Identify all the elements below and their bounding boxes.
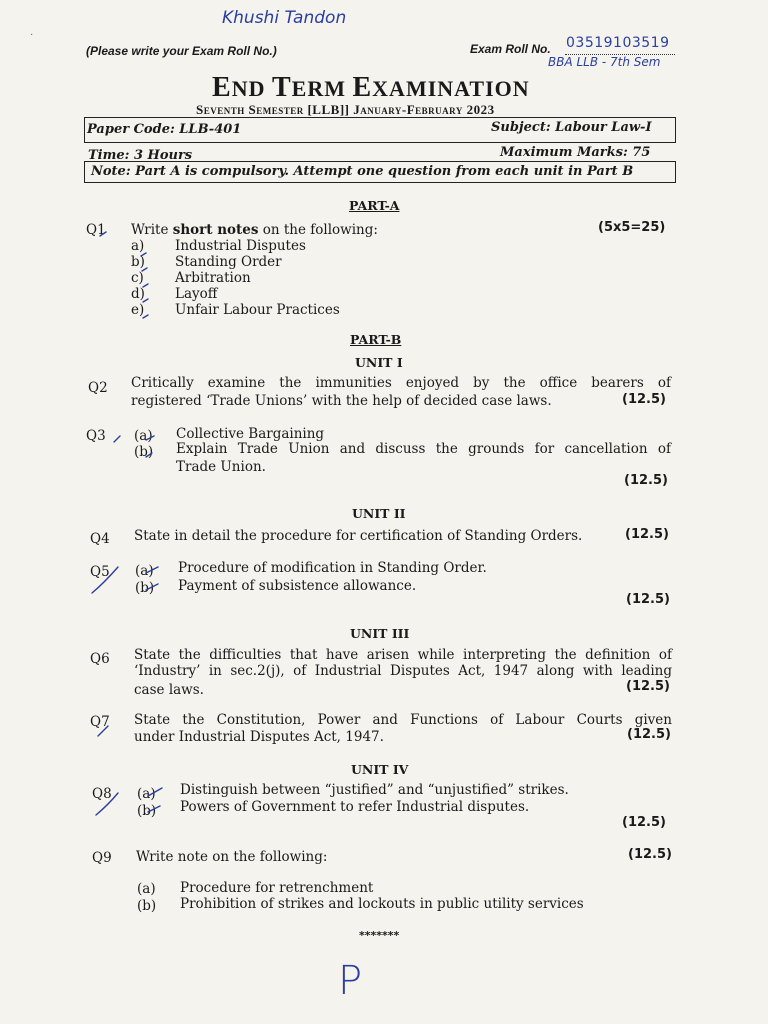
q1-text-pre: Write bbox=[131, 222, 173, 238]
q6-marks: (12.5) bbox=[626, 679, 670, 694]
part-b-heading: PART-B bbox=[350, 332, 402, 347]
q4-marks: (12.5) bbox=[625, 527, 669, 542]
q9-text: Write note on the following: bbox=[136, 849, 328, 865]
title-part: ERM bbox=[291, 76, 353, 101]
tick-mark bbox=[114, 436, 120, 442]
q1-number: Q1 bbox=[86, 222, 106, 238]
q8-a-text: Distinguish between “justified” and “unjustified” strikes. bbox=[180, 782, 569, 798]
roll-prompt: (Please write your Exam Roll No.) bbox=[86, 44, 277, 58]
paper-code: Paper Code: LLB-401 bbox=[87, 122, 242, 137]
item-label: d) bbox=[131, 286, 145, 302]
item-text: Unfair Labour Practices bbox=[175, 302, 340, 318]
semester-line: Seventh Semester [LLB]] January-February 2023 bbox=[196, 102, 495, 117]
q8-marks: (12.5) bbox=[622, 815, 666, 830]
q6-number: Q6 bbox=[90, 651, 110, 667]
part-a-heading: PART-A bbox=[349, 198, 400, 213]
exam-title bbox=[212, 72, 530, 104]
unit-3-heading: UNIT III bbox=[350, 626, 410, 641]
title-part: E bbox=[352, 72, 373, 103]
item-text: Standing Order bbox=[175, 254, 282, 270]
q7-line1: State the Constitution, Power and Functions of Labour Courts given bbox=[134, 712, 672, 728]
handwritten-program: BBA LLB - 7th Sem bbox=[548, 55, 661, 69]
q1-text-bold: short notes bbox=[172, 222, 259, 238]
q1-marks: (5x5=25) bbox=[598, 220, 666, 235]
q5-a-label: (a) bbox=[135, 563, 154, 579]
roll-label: Exam Roll No. bbox=[470, 42, 551, 56]
q3-b-line1: Explain Trade Union and discuss the grounds for cancellation of bbox=[176, 441, 671, 457]
subject: Subject: Labour Law-I bbox=[491, 120, 652, 135]
q9-a-text: Procedure for retrenchment bbox=[180, 880, 374, 896]
q1-text bbox=[131, 222, 378, 238]
item-text: Layoff bbox=[175, 286, 218, 302]
q5-b-text: Payment of subsistence allowance. bbox=[178, 578, 417, 594]
q3-a-label: (a) bbox=[134, 428, 153, 444]
q9-number: Q9 bbox=[92, 850, 112, 866]
q9-a-label: (a) bbox=[137, 881, 156, 897]
q1-text-post: on the following: bbox=[258, 222, 378, 238]
title-part: ND bbox=[231, 76, 272, 101]
unit-1-heading: UNIT I bbox=[355, 355, 403, 370]
q3-number: Q3 bbox=[86, 428, 106, 444]
handwritten-roll-no: 03519103519 bbox=[566, 35, 670, 51]
item-label: b) bbox=[131, 254, 145, 270]
list-item bbox=[131, 301, 340, 317]
q7-line2: under Industrial Disputes Act, 1947. bbox=[134, 729, 384, 745]
q7-marks: (12.5) bbox=[627, 727, 671, 742]
q3-marks: (12.5) bbox=[624, 473, 668, 488]
q2-marks: (12.5) bbox=[622, 392, 666, 407]
item-label: a) bbox=[131, 238, 145, 254]
q3-b-label: (b) bbox=[134, 444, 154, 460]
q8-number: Q8 bbox=[92, 786, 112, 802]
q8-b-text: Powers of Government to refer Industrial disputes. bbox=[180, 799, 530, 815]
q5-marks: (12.5) bbox=[626, 592, 670, 607]
q4-text: State in detail the procedure for certification of Standing Orders. bbox=[134, 528, 583, 544]
q2-line1: Critically examine the immunities enjoyed by the office bearers of bbox=[131, 375, 671, 391]
q6-line2: ‘Industry’ in sec.2(j), of Industrial Disputes Act, 1947 along with leading bbox=[134, 663, 672, 679]
item-label: c) bbox=[131, 270, 144, 286]
stray-marks: · bbox=[30, 30, 34, 41]
time-label: Time: 3 Hours bbox=[88, 148, 193, 163]
q9-marks: (12.5) bbox=[628, 847, 672, 862]
unit-2-heading: UNIT II bbox=[352, 506, 406, 521]
note-box bbox=[84, 161, 676, 183]
q2-number: Q2 bbox=[88, 380, 108, 396]
list-item bbox=[131, 285, 340, 301]
q6-line3: case laws. bbox=[134, 682, 204, 698]
item-text: Arbitration bbox=[175, 270, 251, 286]
unit-4-heading: UNIT IV bbox=[351, 762, 409, 777]
end-stars: ******* bbox=[359, 929, 400, 942]
q4-number: Q4 bbox=[90, 531, 110, 547]
q3-b-line2: Trade Union. bbox=[176, 459, 266, 475]
q2-line2: registered ‘Trade Unions’ with the help of decided case laws. bbox=[131, 393, 552, 409]
list-item bbox=[131, 253, 340, 269]
list-item bbox=[131, 269, 340, 285]
q3-a-text: Collective Bargaining bbox=[176, 426, 325, 442]
q5-number: Q5 bbox=[90, 564, 110, 580]
max-marks: Maximum Marks: 75 bbox=[500, 145, 651, 160]
title-part: XAMINATION bbox=[372, 76, 530, 101]
q8-a-label: (a) bbox=[137, 786, 156, 802]
q9-b-text: Prohibition of strikes and lockouts in public utility services bbox=[180, 896, 584, 912]
handwritten-end-mark: P bbox=[338, 958, 363, 1004]
q8-b-label: (b) bbox=[137, 803, 157, 819]
title-part: T bbox=[271, 72, 292, 103]
item-label: e) bbox=[131, 302, 145, 318]
q5-b-label: (b) bbox=[135, 580, 155, 596]
q9-b-label: (b) bbox=[137, 898, 157, 914]
handwritten-name: Khushi Tandon bbox=[222, 8, 347, 28]
q1-items bbox=[131, 237, 340, 317]
q5-a-text: Procedure of modification in Standing Order. bbox=[178, 560, 487, 576]
title-part: E bbox=[212, 72, 232, 103]
list-item bbox=[131, 237, 340, 253]
item-text: Industrial Disputes bbox=[175, 238, 306, 254]
note-text: Note: Part A is compulsory. Attempt one question from each unit in Part B bbox=[91, 164, 634, 179]
q7-number: Q7 bbox=[90, 714, 110, 730]
q6-line1: State the difficulties that have arisen while interpreting the definition of bbox=[134, 647, 672, 663]
paper-code-box bbox=[84, 117, 676, 143]
